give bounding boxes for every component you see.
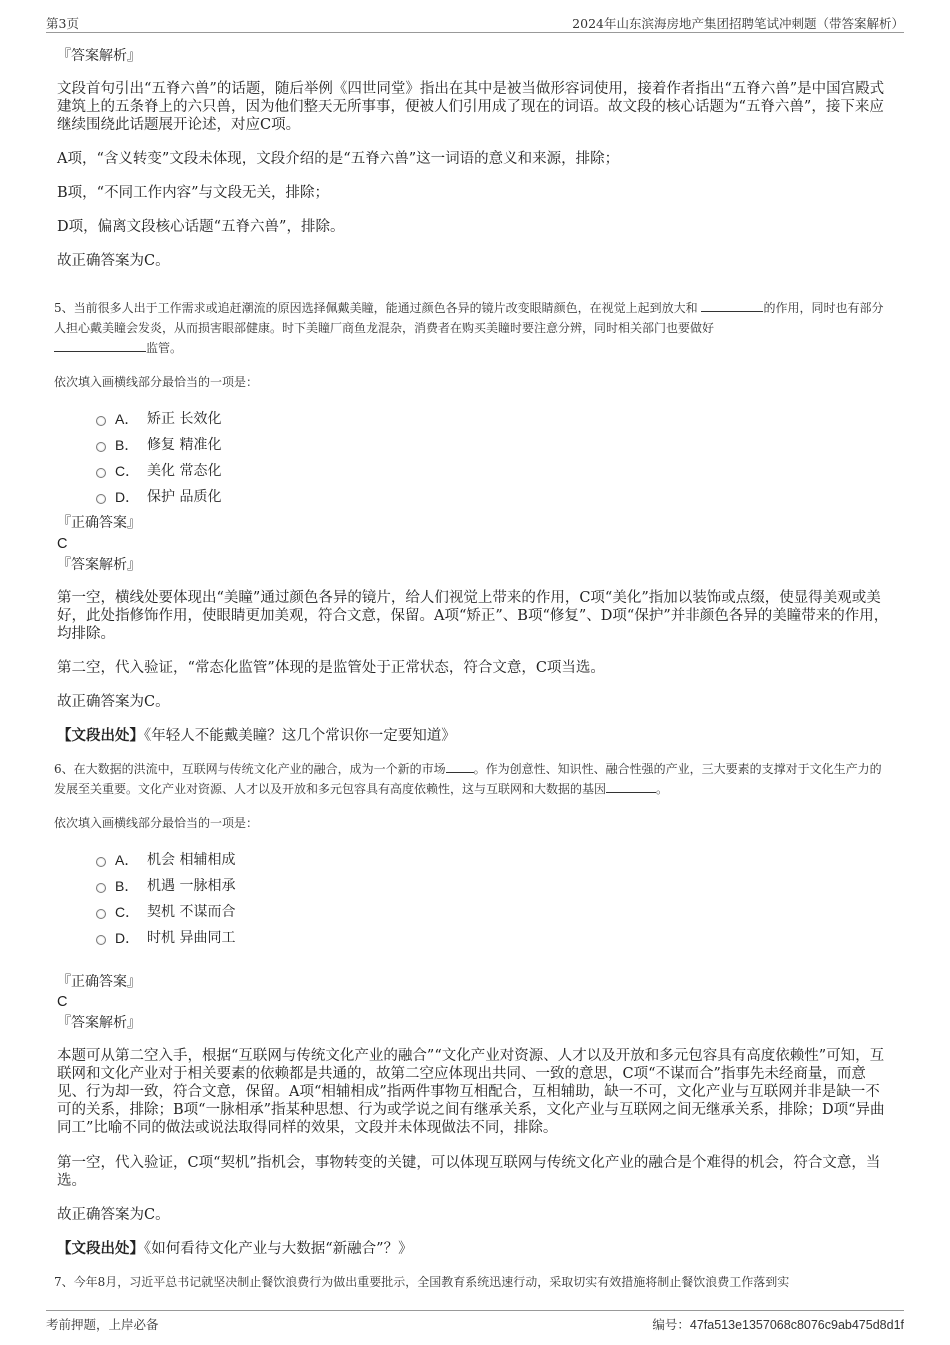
- radio-button[interactable]: [96, 883, 106, 893]
- option-a[interactable]: A． 矫正 长效化: [96, 409, 221, 429]
- analysis-paragraph: D项，偏离文段核心话题“五脊六兽”，排除。: [57, 219, 345, 235]
- answer-blank: [606, 780, 656, 793]
- analysis-label: 『答案解析』: [57, 48, 141, 64]
- radio-button[interactable]: [96, 416, 106, 426]
- radio-button[interactable]: [96, 857, 106, 867]
- analysis-label: 『答案解析』: [57, 557, 141, 573]
- option-d[interactable]: D． 时机 异曲同工: [96, 928, 235, 948]
- radio-button[interactable]: [96, 494, 106, 504]
- page-footer: [46, 1310, 904, 1335]
- correct-answer: C: [57, 536, 68, 552]
- document-title: 2024年山东滨海房地产集团招聘笔试冲刺题（带答案解析）: [572, 16, 904, 31]
- question-stem: 5、当前很多人出于工作需求或追赶潮流的原因选择佩戴美瞳，能通过颜色各异的镜片改变眼睛颜色，在视觉上起到放大和 的作用，同时也有部分人担心戴美瞳会发炎，从而损害眼部健康。时下美瞳厂商鱼龙混杂，消费者在购买美瞳时要注意分辨，同时相关部门也要做好 监管。: [54, 301, 884, 355]
- correct-answer-label: 『正确答案』: [57, 974, 141, 990]
- analysis-paragraph: B项，“不同工作内容”与文段无关，排除；: [57, 185, 329, 201]
- analysis-paragraph: 第一空，横线处要体现出“美瞳”通过颜色各异的镜片，给人们视觉上带来的作用，C项“美化”指加以装饰或点缀，使显得美观或美好，此处指修饰作用，使眼睛更加美观，符合文意，保留。A项“矫正”、B项“修复”、D项“保护”并非颜色各异的美瞳带来的作用，均排除。: [57, 590, 889, 642]
- answer-blank: [446, 760, 474, 773]
- page-header: [46, 12, 904, 33]
- option-c[interactable]: C． 契机 不谋而合: [96, 902, 235, 922]
- option-c[interactable]: C． 美化 常态化: [96, 461, 221, 481]
- correct-answer-label: 『正确答案』: [57, 515, 141, 531]
- radio-button[interactable]: [96, 909, 106, 919]
- document-code: 编号：47fa513e1357068c8076c9ab475d8d1f: [652, 1317, 904, 1332]
- option-a[interactable]: A． 机会 相辅相成: [96, 850, 235, 870]
- analysis-label: 『答案解析』: [57, 1015, 141, 1031]
- page-number: 第3页: [46, 16, 79, 31]
- radio-button[interactable]: [96, 935, 106, 945]
- analysis-paragraph: 文段首句引出“五脊六兽”的话题，随后举例《四世同堂》指出在其中是被当做形容词使用，接着作者指出“五脊六兽”是中国宫殿式建筑上的五条脊上的六只兽，因为他们整天无所事事，便被人们引用成了现在的词语。故文段的核心话题为“五脊六兽”，接下来应继续围绕此话题展开论述，对应C项。: [57, 81, 885, 133]
- question-stem: 7、今年8月，习近平总书记就坚决制止餐饮浪费行为做出重要批示，全国教育系统迅速行动，采取切实有效措施将制止餐饮浪费工作落到实: [54, 1275, 790, 1289]
- footer-slogan: 考前押题，上岸必备: [46, 1317, 159, 1332]
- answer-conclusion: 故正确答案为C。: [57, 253, 170, 269]
- question-stem: 6、在大数据的洪流中，互联网与传统文化产业的融合，成为一个新的市场 。作为创意性、知识性、融合性强的产业，三大要素的支撑对于文化生产力的发展至关重要。文化产业对资源、人才以及开放和多元包容具有高度依赖性，这与互联网和大数据的基因 。: [54, 762, 882, 796]
- radio-button[interactable]: [96, 442, 106, 452]
- analysis-paragraph: A项，“含义转变”文段未体现，文段介绍的是“五脊六兽”这一词语的意义和来源，排除；: [57, 151, 620, 167]
- option-b[interactable]: B． 机遇 一脉相承: [96, 876, 235, 896]
- source-line: 【文段出处】《年轻人不能戴美瞳？这几个常识你一定要知道》: [57, 727, 456, 744]
- question-prompt: 依次填入画横线部分最恰当的一项是：: [54, 375, 259, 389]
- option-d[interactable]: D． 保护 品质化: [96, 487, 221, 507]
- option-b[interactable]: B． 修复 精准化: [96, 435, 221, 455]
- answer-conclusion: 故正确答案为C。: [57, 694, 170, 710]
- analysis-paragraph: 本题可从第二空入手，根据“互联网与传统文化产业的融合”“文化产业对资源、人才以及开放和多元包容具有高度依赖性”可知，互联网和文化产业对于相关要素的依赖都是共通的，故第二空应体现出共同、一致的意思，C项“不谋而合”指事先未经商量，而意见、行为却一致，符合文意，保留。A项“相辅相成”指两件事物互相配合，互相辅助，缺一不可，文化产业与互联网并非是缺一不可的关系，排除；B项“一脉相承”指某种思想、行为或学说之间有继承关系，文化产业与互联网之间无继承关系，排除；D项“异曲同工”比喻不同的做法或说法取得同样的效果，文段并未体现做法不同，排除。: [57, 1048, 885, 1136]
- analysis-paragraph: 第二空，代入验证，“常态化监管”体现的是监管处于正常状态，符合文意，C项当选。: [57, 660, 605, 676]
- analysis-paragraph: 第一空，代入验证，C项“契机”指机会，事物转变的关键，可以体现互联网与传统文化产业的融合是个难得的机会，符合文意，当选。: [57, 1155, 881, 1189]
- correct-answer: C: [57, 994, 68, 1010]
- answer-conclusion: 故正确答案为C。: [57, 1207, 170, 1223]
- question-prompt: 依次填入画横线部分最恰当的一项是：: [54, 816, 259, 830]
- radio-button[interactable]: [96, 468, 106, 478]
- answer-blank: [701, 299, 763, 312]
- source-line: 【文段出处】《如何看待文化产业与大数据“新融合”？》: [57, 1240, 413, 1257]
- answer-blank: [54, 339, 146, 352]
